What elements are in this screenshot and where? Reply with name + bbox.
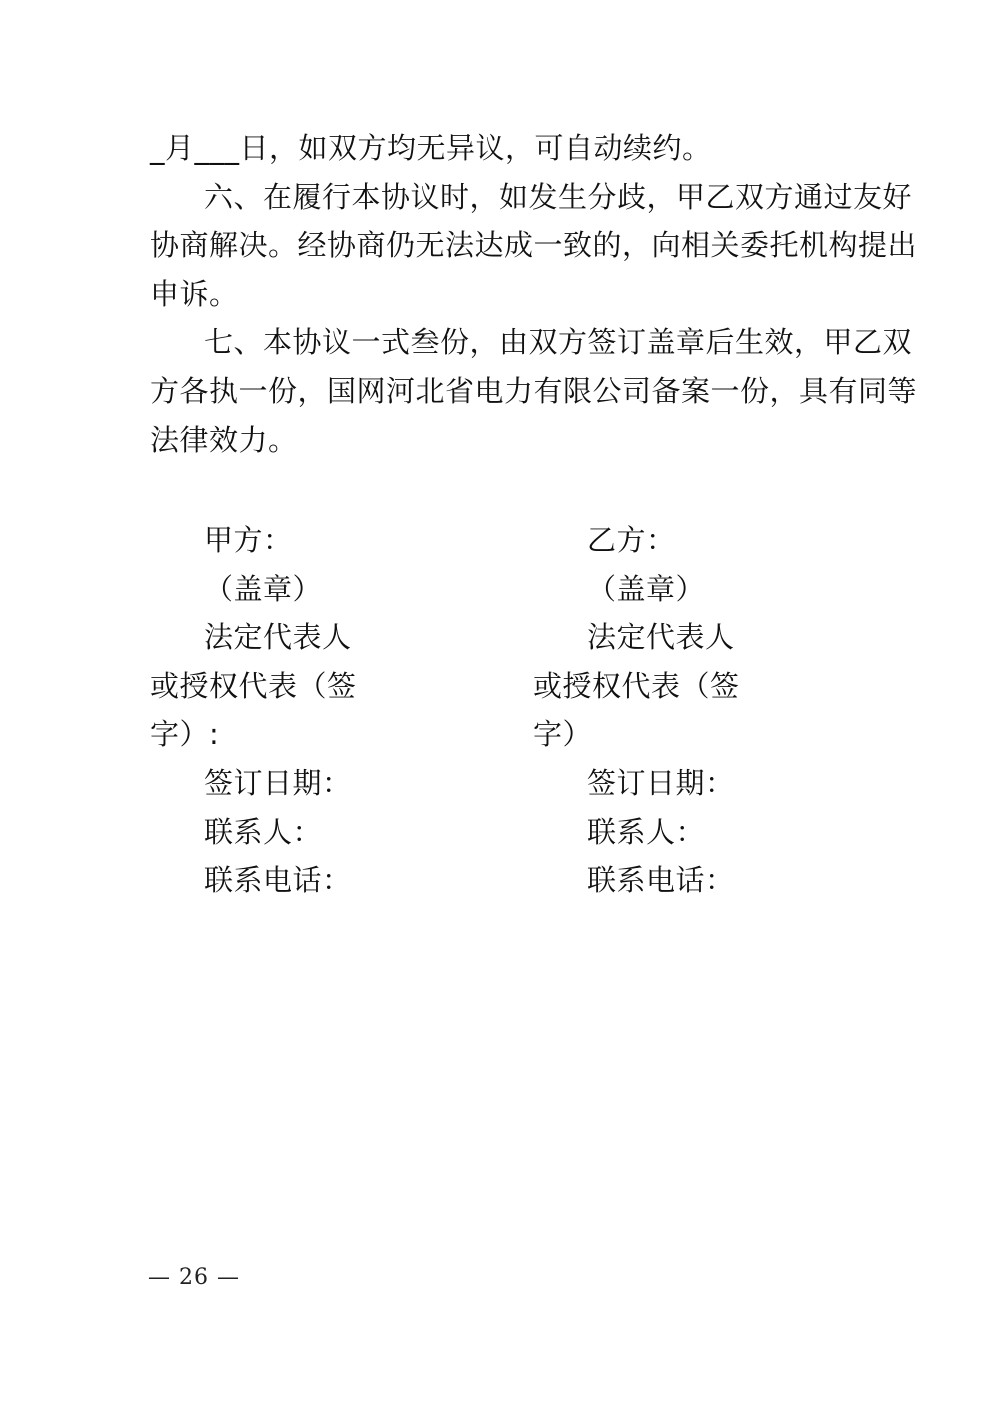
party-a-rep-line-3: 字）: [150,717,220,752]
renewal-line: _月___日，如双方均无异议，可自动续约。 [150,131,712,165]
clause-6-line-3: 申诉。 [150,276,239,311]
party-a-phone: 联系电话： [204,863,352,898]
party-a-rep-line-2: 或授权代表（签 [150,668,357,703]
party-b-sign-date: 签订日期： [587,765,735,800]
party-b-label: 乙方： [587,523,676,557]
agreement-body [150,124,918,464]
party-b-contact: 联系人： [587,814,706,849]
party-b-rep-line-1: 法定代表人 [587,620,735,655]
party-a-sign-date: 签订日期： [204,765,352,800]
party-a-signature-block [150,516,480,905]
party-b-seal: （盖章） [587,571,706,606]
party-b-rep-line-3: 字） [533,717,593,752]
clause-7-line-1: 七、本协议一式叁份，由双方签订盖章后生效，甲乙双 [204,325,913,360]
party-a-label: 甲方： [204,523,293,557]
clause-6-line-2: 协商解决。经协商仍无法达成一致的，向相关委托机构提出 [150,228,918,263]
party-a-contact: 联系人： [204,814,323,849]
party-a-seal: （盖章） [204,571,323,606]
party-b-phone: 联系电话： [587,863,735,898]
clause-6-line-1: 六、在履行本协议时，如发生分歧，甲乙双方通过友好 [204,179,913,214]
party-a-rep-line-1: 法定代表人 [204,620,352,655]
party-b-rep-line-2: 或授权代表（签 [533,668,740,703]
party-b-signature-block [533,516,863,905]
clause-7-line-2: 方各执一份，国网河北省电力有限公司备案一份，具有同等 [150,373,918,408]
page-number: — 26 — [148,1265,240,1290]
clause-7-line-3: 法律效力。 [150,422,298,457]
